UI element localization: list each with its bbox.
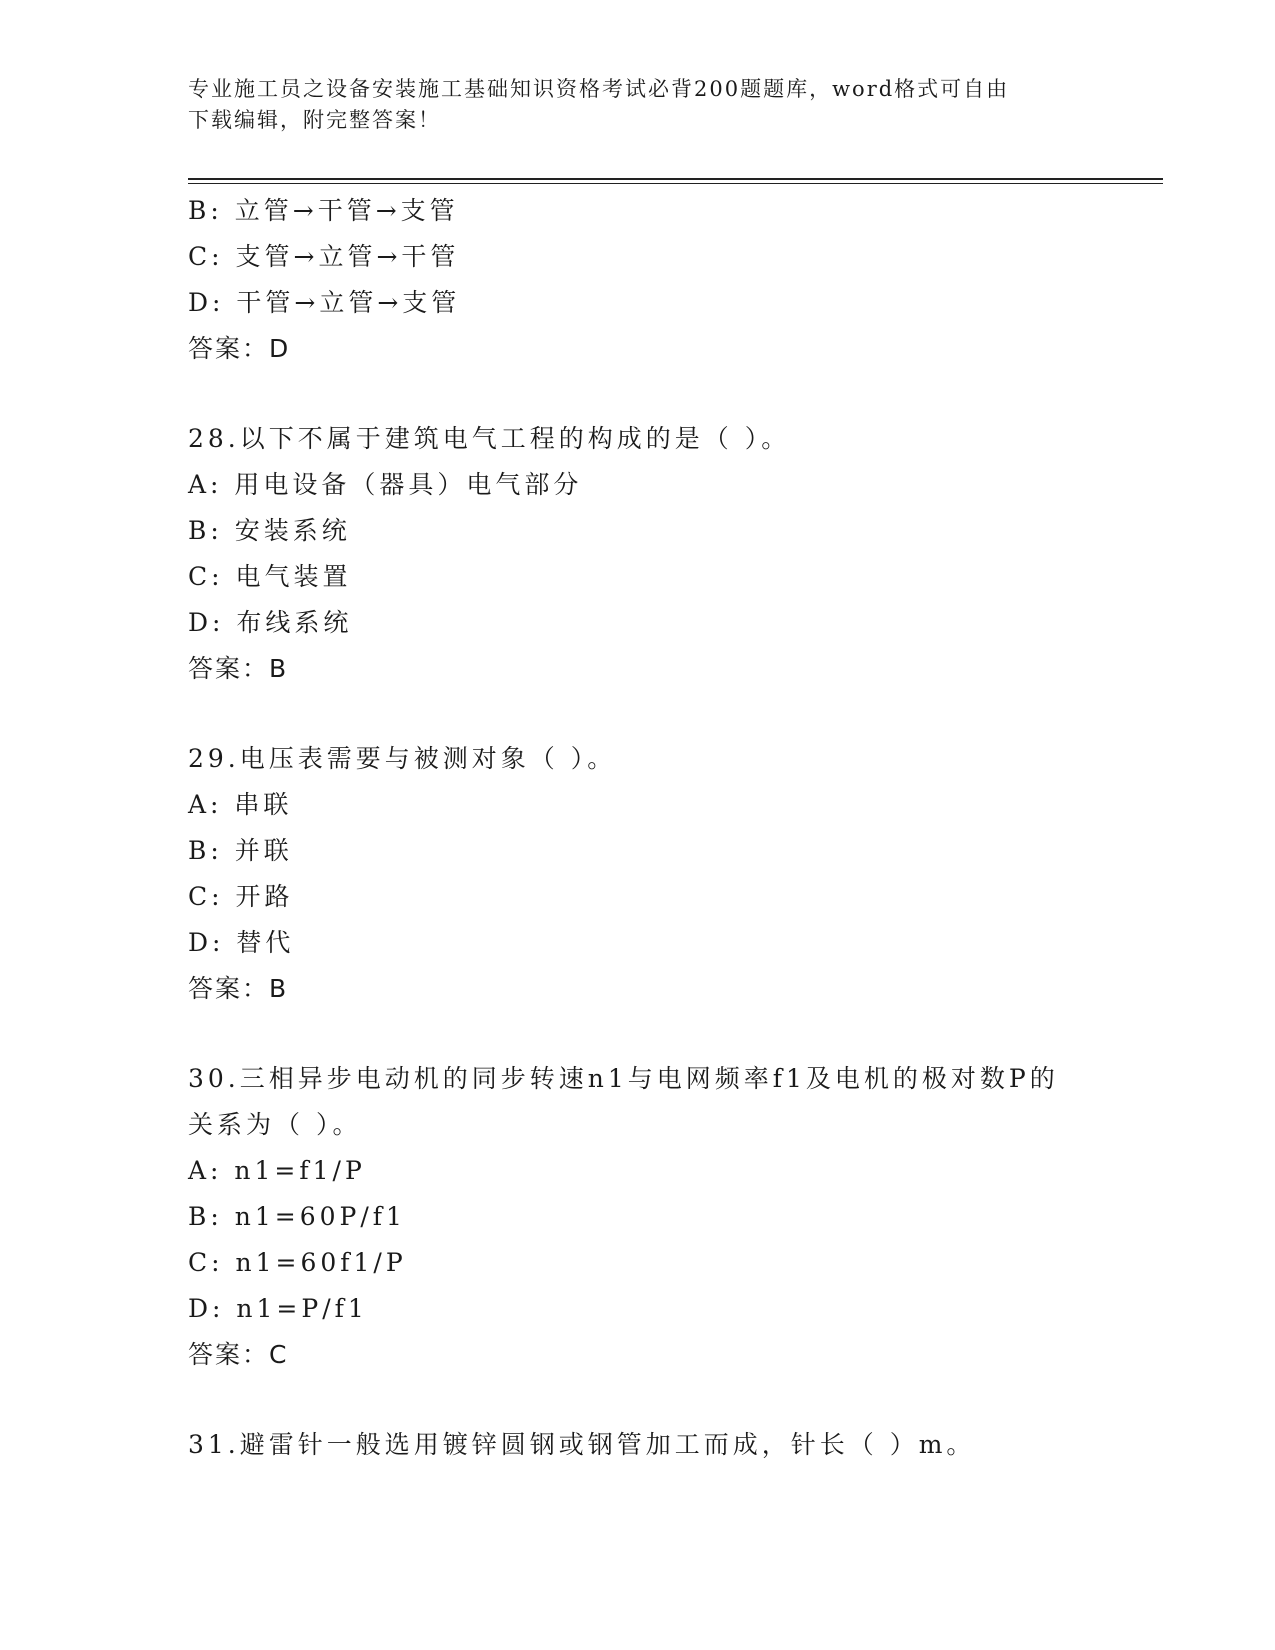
- question-text-line-2: 关系为（ ）。: [188, 1110, 362, 1139]
- header-rule-thin: [188, 183, 1163, 184]
- option-c: C: n1=60f1/P: [188, 1248, 407, 1277]
- document-header: [188, 74, 1088, 136]
- spacer: [188, 1378, 1088, 1422]
- option-d: D: 替代: [188, 928, 295, 957]
- answer-line: 答案：C: [188, 1340, 289, 1369]
- answer-line: 答案：B: [188, 974, 289, 1003]
- option-c: C: 支管→立管→干管: [188, 242, 460, 271]
- answer-line: 答案：D: [188, 334, 291, 363]
- option-d: D: 布线系统: [188, 608, 353, 637]
- option-a: A: 串联: [188, 790, 293, 819]
- question-text-line-1: 30.三相异步电动机的同步转速n1与电网频率f1及电机的极对数P的: [188, 1064, 1059, 1093]
- question-text: 31.避雷针一般选用镀锌圆钢或钢管加工而成，针长（ ）m。: [188, 1430, 976, 1459]
- header-line-2: 下载编辑，附完整答案！: [188, 108, 441, 132]
- question-27-partial: [188, 188, 1088, 372]
- header-line-1: 专业施工员之设备安装施工基础知识资格考试必背200题题库，word格式可自由: [188, 77, 1010, 101]
- header-rule-thick: [188, 178, 1163, 180]
- option-c: C: 开路: [188, 882, 294, 911]
- answer-line: 答案：B: [188, 654, 289, 683]
- option-b: B: 并联: [188, 836, 293, 865]
- question-31: [188, 1422, 1088, 1468]
- question-30: [188, 1056, 1088, 1378]
- option-c: C: 电气装置: [188, 562, 352, 591]
- spacer: [188, 1012, 1088, 1056]
- option-d: D: 干管→立管→支管: [188, 288, 461, 317]
- question-list: [188, 188, 1088, 1468]
- option-a: A: n1=f1/P: [188, 1156, 366, 1185]
- option-d: D: n1=P/f1: [188, 1294, 368, 1323]
- question-text: 29.电压表需要与被测对象（ ）。: [188, 744, 617, 773]
- spacer: [188, 372, 1088, 416]
- spacer: [188, 692, 1088, 736]
- option-b: B: n1=60P/f1: [188, 1202, 406, 1231]
- option-a: A: 用电设备（器具）电气部分: [188, 470, 583, 499]
- option-b: B: 立管→干管→支管: [188, 196, 459, 225]
- option-b: B: 安装系统: [188, 516, 351, 545]
- question-29: [188, 736, 1088, 1012]
- question-text: 28.以下不属于建筑电气工程的构成的是（ ）。: [188, 424, 791, 453]
- question-28: [188, 416, 1088, 692]
